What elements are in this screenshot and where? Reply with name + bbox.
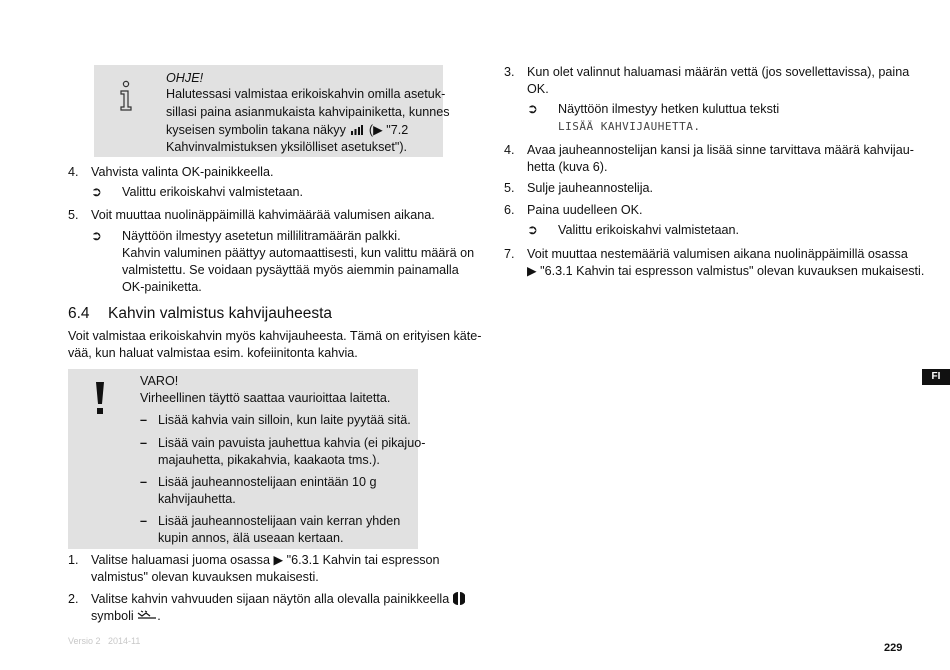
step-text: Paina uudelleen OK.	[527, 203, 643, 217]
note-line: sillasi paina asianmukaista kahvipainiketta, kunnes	[166, 105, 450, 119]
section-intro: Voit valmistaa erikoiskahvin myös kahvijauheesta. Tämä on erityisen käte-	[68, 329, 482, 343]
step-text-part: symboli	[91, 609, 134, 623]
section-intro: vää, kun haluat valmistaa esim. kofeiinitonta kahvia.	[68, 346, 358, 360]
step-text: Avaa jauheannostelijan kansi ja lisää sinne tarvittava määrä kahvijau-	[527, 143, 914, 157]
step-number: 7.	[504, 247, 515, 261]
signal-bars-icon	[351, 125, 363, 135]
warning-item: Lisää kahvia vain silloin, kun laite pyytää sitä.	[158, 413, 411, 427]
step-text: Voit muuttaa nestemääriä valumisen aikana nuolinäppäimillä osassa	[527, 247, 908, 261]
warning-title: VARO!	[140, 374, 179, 388]
warning-item: Lisää vain pavuista jauhettua kahvia (ei pikajuo-	[158, 436, 426, 450]
step-result: Näyttöön ilmestyy asetetun millilitramäärän palkki.	[122, 229, 401, 243]
note-line: Kahvinvalmistuksen yksilölliset asetukset").	[166, 140, 408, 154]
step-number: 5.	[68, 208, 79, 222]
step-text: Voit muuttaa nuolinäppäimillä kahvimäärää valumisen aikana.	[91, 208, 435, 222]
warning-item: majauhetta, pikakahvia, kaakaota tms.).	[158, 453, 380, 467]
warning-item: kupin annos, älä useaan kertaan.	[158, 531, 344, 545]
warning-subtitle: Virheellinen täyttö saattaa vaurioittaa laitetta.	[140, 391, 391, 405]
step-result: Kahvin valuminen päättyy automaattisesti, kun valittu määrä on	[122, 246, 475, 260]
warning-dash: –	[140, 514, 148, 528]
note-line	[166, 122, 408, 138]
step-text-part: .	[157, 609, 161, 623]
step-text	[91, 591, 465, 607]
step-text: Valitse haluamasi juoma osassa ▶ "6.3.1 Kahvin tai espresson	[91, 553, 440, 567]
step-result: valmistettu. Se voidaan pysäyttää myös aiemmin painamalla	[122, 263, 459, 277]
result-arrow-icon: ➲	[91, 228, 102, 243]
step-result: Valittu erikoiskahvi valmistetaan.	[558, 223, 740, 237]
note-line-ref: (▶ "7.2	[368, 123, 409, 137]
result-arrow-icon: ➲	[527, 101, 538, 116]
step-result: Valittu erikoiskahvi valmistetaan.	[122, 185, 304, 199]
warning-item: kahvijauhetta.	[158, 492, 236, 506]
version-label: Versio 2 2014-11	[68, 636, 141, 646]
step-number: 6.	[504, 203, 515, 217]
info-icon	[116, 80, 136, 112]
step-text: Sulje jauheannostelija.	[527, 181, 654, 195]
warning-dash: –	[140, 436, 148, 450]
step-number: 3.	[504, 65, 515, 79]
page-number: 229	[884, 642, 903, 654]
warning-dash: –	[140, 475, 148, 489]
step-text: Kun olet valinnut haluamasi määrän vettä (jos sovellettavissa), paina	[527, 65, 910, 79]
result-arrow-icon: ➲	[91, 184, 102, 199]
warning-item: Lisää jauheannostelijaan vain kerran yhden	[158, 514, 401, 528]
step-number: 2.	[68, 592, 79, 606]
step-text-part: Valitse kahvin vahvuuden sijaan näytön alla olevalla painikkeella	[91, 592, 450, 606]
exclamation-icon	[94, 381, 106, 415]
step-number: 4.	[504, 143, 515, 157]
note-title: OHJE!	[166, 71, 204, 85]
step-result: OK-painiketta.	[122, 280, 202, 294]
step-text: Vahvista valinta OK-painikkeella.	[91, 165, 274, 179]
step-text	[91, 608, 161, 624]
step-number: 1.	[68, 553, 79, 567]
step-text: valmistus" olevan kuvauksen mukaisesti.	[91, 570, 319, 584]
step-number: 5.	[504, 181, 515, 195]
step-text: hetta (kuva 6).	[527, 160, 608, 174]
section-title: Kahvin valmistus kahvijauheesta	[108, 305, 333, 322]
ground-coffee-symbol-icon	[137, 610, 157, 620]
warning-item: Lisää jauheannostelijaan enintään 10 g	[158, 475, 377, 489]
step-result: Näyttöön ilmestyy hetken kuluttua teksti	[558, 102, 780, 116]
warning-dash: –	[140, 413, 148, 427]
strength-button-icon	[453, 592, 465, 605]
note-line-text: kyseisen symbolin takana näkyy	[166, 123, 346, 137]
step-text: OK.	[527, 82, 549, 96]
section-number: 6.4	[68, 305, 90, 322]
language-tab-label: FI	[931, 371, 941, 382]
result-arrow-icon: ➲	[527, 222, 538, 237]
note-line: Halutessasi valmistaa erikoiskahvin omilla asetuk-	[166, 87, 446, 101]
step-text: ▶ "6.3.1 Kahvin tai espresson valmistus" olevan kuvauksen mukaisesti.	[527, 264, 925, 278]
display-text: LISÄÄ KAHVIJAUHETTA.	[558, 120, 701, 133]
step-number: 4.	[68, 165, 79, 179]
